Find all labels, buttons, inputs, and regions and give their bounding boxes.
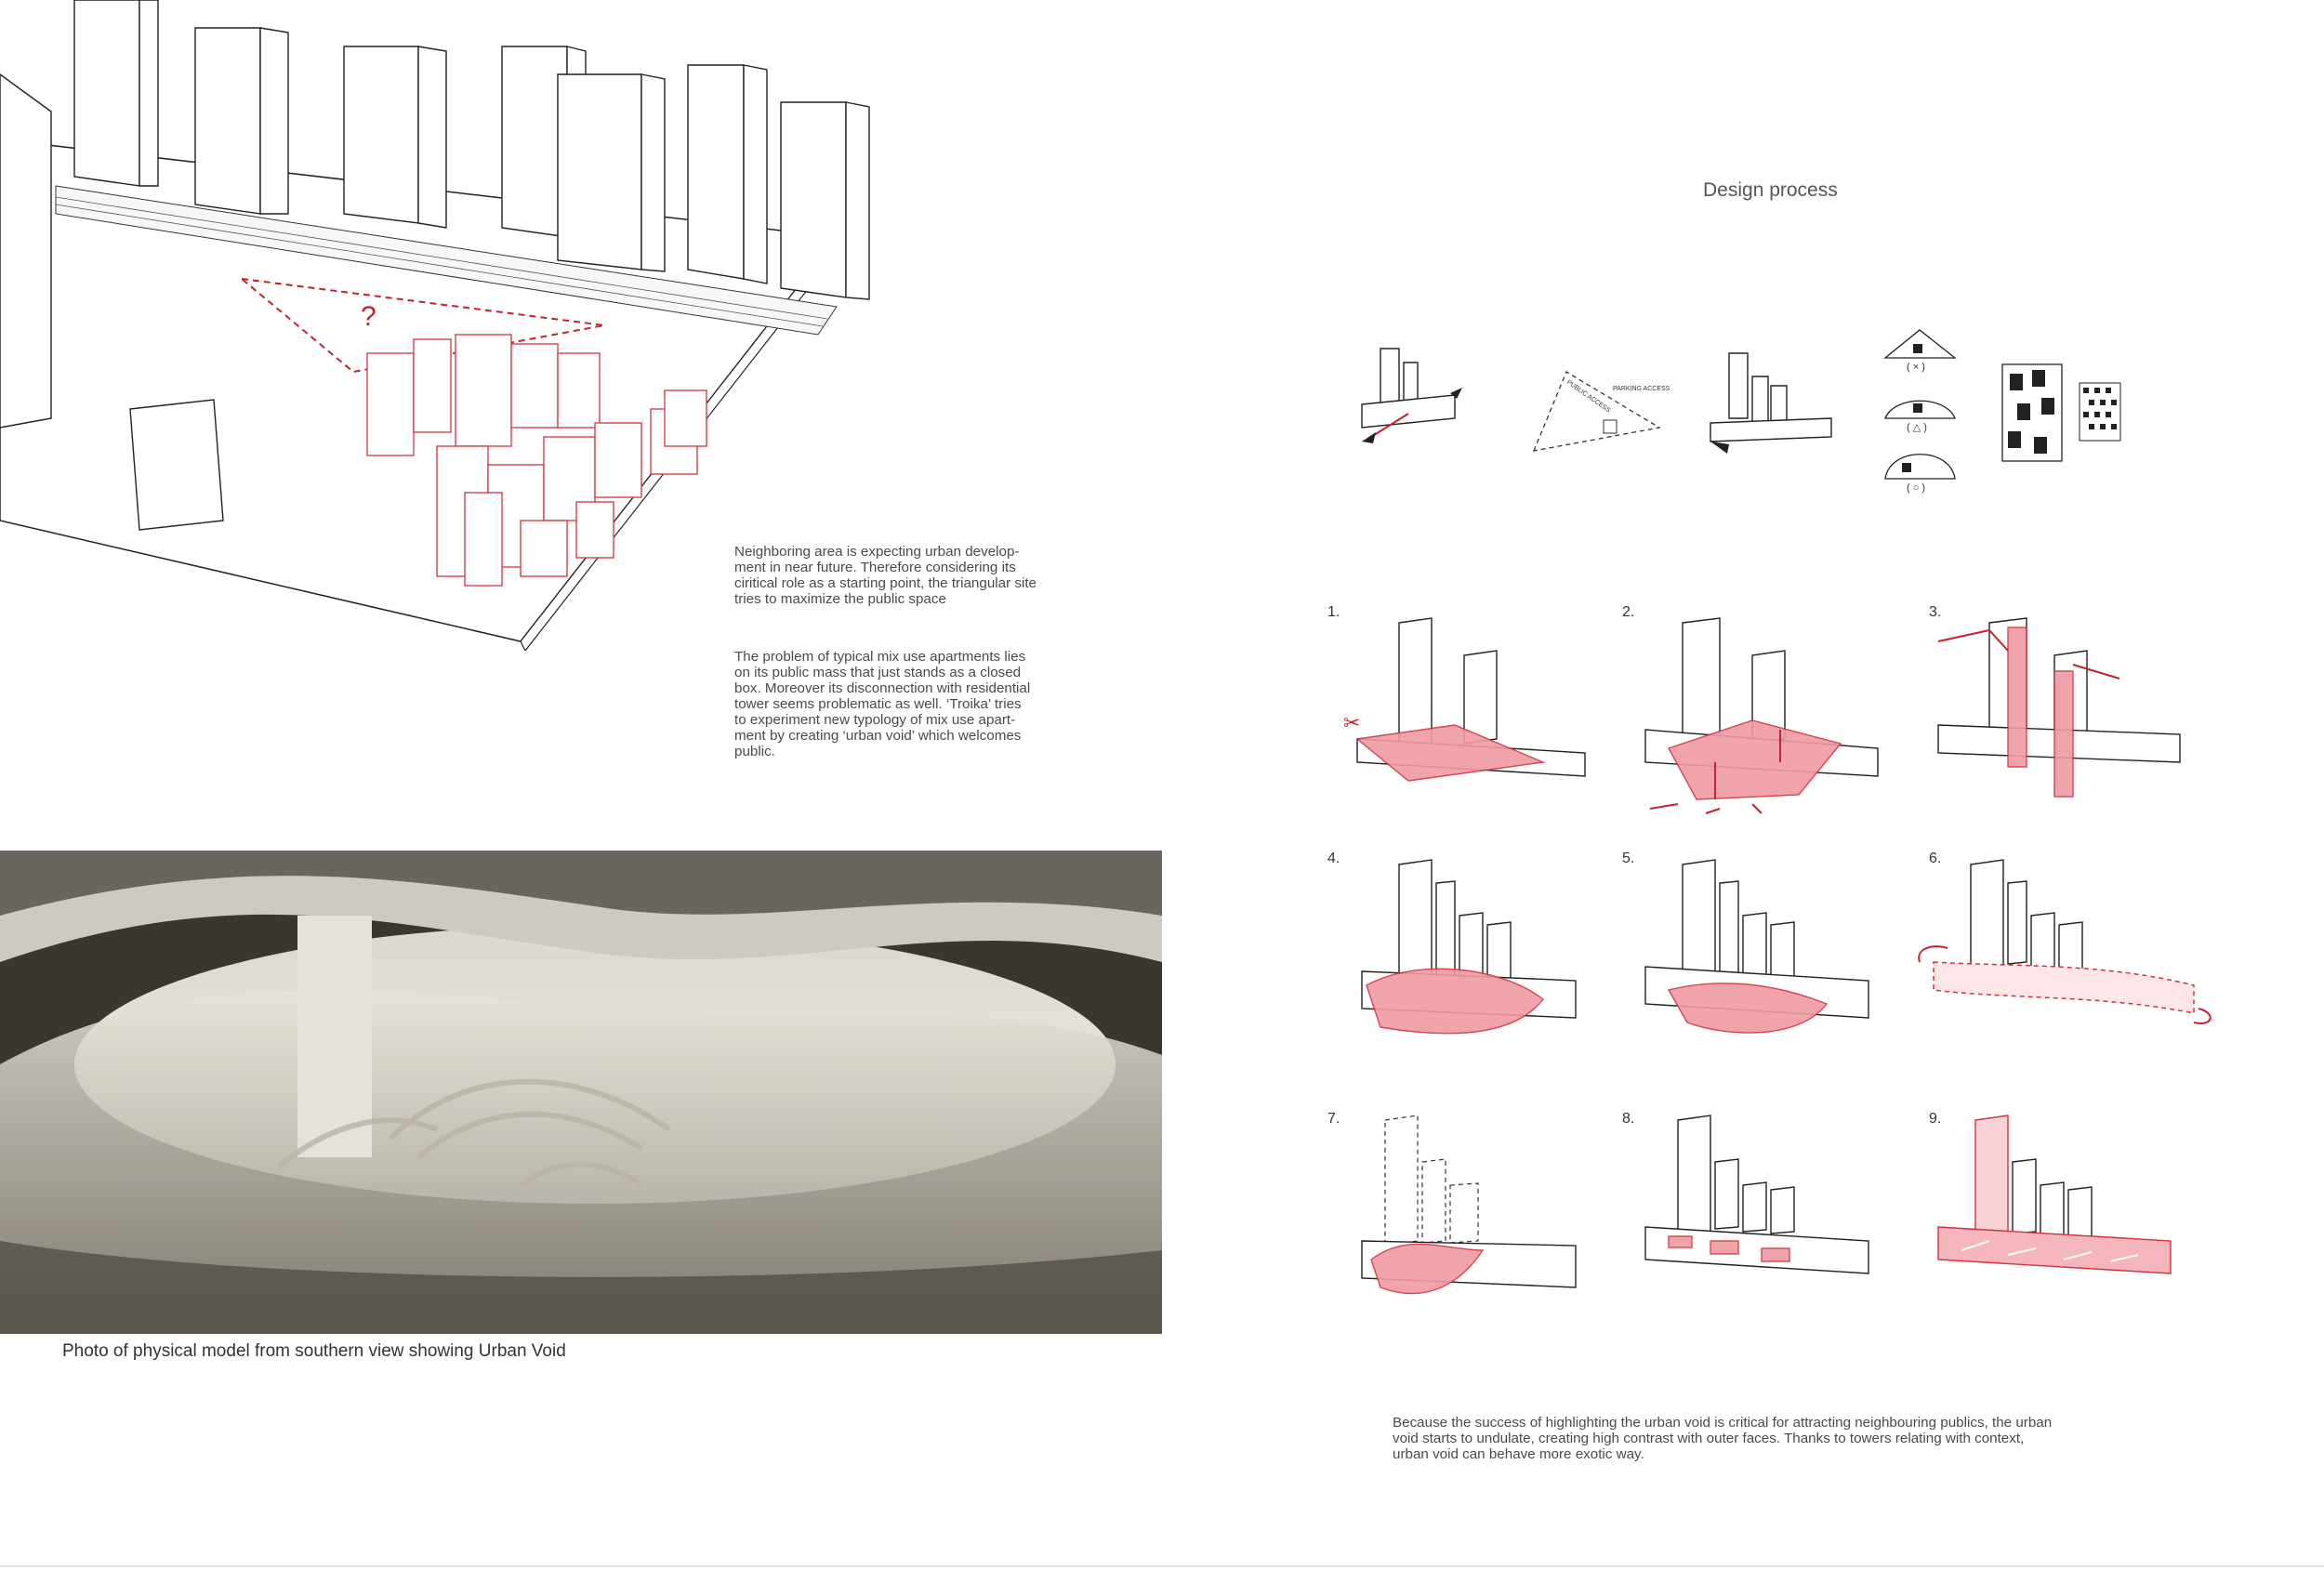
problem-line: public. <box>734 744 775 760</box>
section-comparison-icons <box>1876 325 1964 493</box>
massing-concept-icon <box>1353 339 1483 460</box>
problem-line: box. Moreover its disconnection with residential <box>734 680 1031 697</box>
process-step-8-diagram <box>1641 1111 1901 1306</box>
site-question-mark: ? <box>361 301 376 332</box>
design-process-title: Design process <box>1703 179 1838 201</box>
process-step-2-diagram <box>1641 613 1901 827</box>
scissors-icon: ✂ <box>1343 711 1361 734</box>
step-number: 5. <box>1622 851 1635 866</box>
summary-line: Because the success of highlighting the urban void is critical for attracting neighbouring publics, the urban <box>1393 1415 2053 1431</box>
step-number: 4. <box>1327 851 1340 866</box>
site-description-line: ciritical role as a starting point, the triangular site <box>734 575 1037 592</box>
problem-line: on its public mass that just stands as a closed <box>734 665 1022 681</box>
summary-line: urban void can behave more exotic way. <box>1393 1446 1644 1463</box>
rating-triangle: ( △ ) <box>1907 422 1927 433</box>
physical-model-photo <box>0 851 1162 1334</box>
process-step-3-diagram <box>1934 613 2212 809</box>
step-number: 3. <box>1929 604 1942 620</box>
step-number: 1. <box>1327 604 1340 620</box>
process-step-6-diagram <box>1915 855 2212 1050</box>
public-access-label: PUBLIC ACCESS <box>1565 378 1612 415</box>
design-summary-text <box>1393 1415 2099 1462</box>
step-number: 9. <box>1929 1111 1942 1127</box>
tower-massing-icon <box>1701 344 1841 460</box>
step-number: 6. <box>1929 851 1942 866</box>
problem-statement-text <box>734 649 1069 759</box>
process-step-9-diagram <box>1934 1111 2194 1306</box>
facade-pattern-icon <box>2000 363 2131 465</box>
problem-line: tower seems problematic as well. ‘Troika’ tries <box>734 696 1022 713</box>
parking-access-label: PARKING ACCESS <box>1613 386 1670 392</box>
process-step-4-diagram <box>1343 855 1604 1050</box>
problem-line: ment by creating ‘urban void’ which welcomes <box>734 728 1022 745</box>
problem-line: to experiment new typology of mix use apart- <box>734 712 1016 729</box>
rating-x: ( × ) <box>1907 362 1925 373</box>
process-step-5-diagram <box>1641 855 1901 1050</box>
summary-line: void starts to undulate, creating high contrast with outer faces. Thanks to towers relating with context, <box>1393 1431 2025 1447</box>
access-diagram-icon <box>1515 353 1670 460</box>
step-number: 8. <box>1622 1111 1635 1127</box>
problem-line: The problem of typical mix use apartments lies <box>734 649 1026 665</box>
step-number: 7. <box>1327 1111 1340 1127</box>
process-step-7-diagram <box>1343 1111 1604 1306</box>
site-description-line: Neighboring area is expecting urban develop- <box>734 544 1020 560</box>
page-bottom-rule <box>0 1565 2324 1567</box>
photo-caption: Photo of physical model from southern view showing Urban Void <box>62 1341 566 1361</box>
rating-circle: ( ○ ) <box>1907 482 1926 494</box>
site-description-line: tries to maximize the public space <box>734 591 946 608</box>
step-number: 2. <box>1622 604 1635 620</box>
site-description-text <box>734 544 1069 607</box>
site-description-line: ment in near future. Therefore considering its <box>734 560 1016 576</box>
process-step-1-diagram <box>1343 613 1604 809</box>
